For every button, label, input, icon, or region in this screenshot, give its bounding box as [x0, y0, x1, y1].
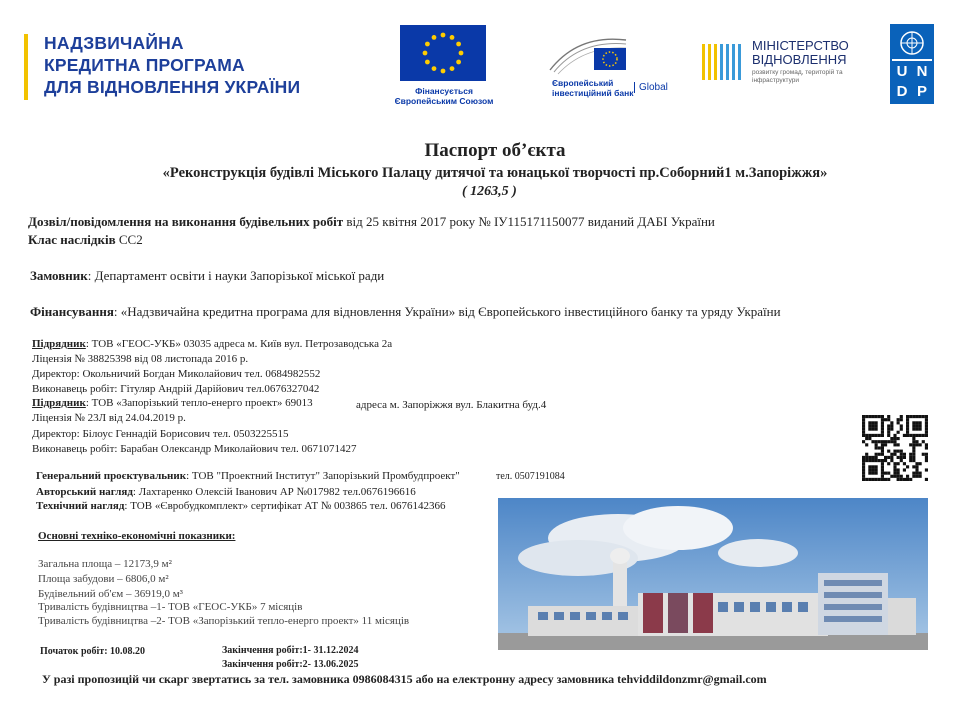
contractor1-executor: Виконавець робіт: Гітуляр Андрій Дарійович тел.0676327042 [32, 383, 320, 395]
eu-star-icon [459, 51, 464, 56]
technical-supervision-line [36, 500, 446, 512]
designer-label: Генеральний проєктувальник [36, 470, 187, 482]
financing-label: Фінансування [30, 304, 114, 319]
eu-star-icon [450, 35, 455, 40]
program-accent-bar [24, 34, 28, 100]
consequence-line [28, 232, 143, 248]
contractor2-line [32, 397, 313, 409]
eu-star-icon [456, 60, 461, 65]
program-line-1: НАДЗВИЧАЙНА [44, 33, 184, 53]
indicators-heading: Основні техніко-економічні показники: [38, 530, 236, 542]
ministry-name-line-1: МІНІСТЕРСТВО [752, 38, 849, 53]
eu-star-icon [441, 69, 446, 74]
eu-star-icon [441, 33, 446, 38]
consequence-value: СС2 [115, 232, 143, 247]
customer-line [30, 268, 384, 284]
eu-star-icon [432, 35, 437, 40]
object-code: ( 1263,5 ) [462, 184, 517, 199]
indicator-duration-1: Тривалість будівництва –1- ТОВ «ГЕОС-УКБ» 7 місяців [38, 601, 303, 613]
consequence-label: Клас наслідків [28, 232, 116, 247]
ministry-subtitle: розвитку громад, територій та інфраструктури [752, 69, 843, 84]
contractor1-license: Ліцензія № 38825398 від 08 листопада 2016 р. [32, 353, 249, 365]
eu-star-icon [425, 60, 430, 65]
indicator-duration-2: Тривалість будівництва –2- ТОВ «Запорізький тепло-енерго проект» 11 місяців [38, 615, 410, 627]
ministry-name-line-2: ВІДНОВЛЕННЯ [752, 52, 847, 67]
eu-flag-icon [400, 25, 486, 81]
page-title: Паспорт об’єкта [424, 140, 566, 161]
start-date: Початок робіт: 10.08.20 [40, 646, 146, 657]
end-date-1: Закінчення робіт:1- 31.12.2024 [222, 645, 359, 656]
indicator-volume: Будівельний об'єм – 36919,0 м³ [38, 588, 183, 600]
eib-caption: Європейський інвестиційний банк [552, 78, 634, 98]
financing-value: : «Надзвичайна кредитна програма для відновлення України» від Європейського інвестиційного банку та уряду України [113, 304, 781, 319]
eu-star-icon [456, 42, 461, 47]
eib-logo-icon [548, 34, 630, 76]
un-emblem-icon [892, 26, 932, 61]
customer-label: Замовник [30, 268, 88, 283]
customer-value: : Департамент освіти і науки Запорізької міської ради [87, 268, 385, 283]
contractor1-line [32, 338, 392, 350]
contractor1-label: Підрядник [32, 338, 86, 350]
end-date-2: Закінчення робіт:2- 13.06.2025 [222, 659, 359, 670]
eu-star-icon [425, 42, 430, 47]
program-line-3: ДЛЯ ВІДНОВЛЕННЯ УКРАЇНИ [44, 77, 301, 97]
undp-letter-n: N [916, 63, 928, 80]
designer-line [36, 470, 460, 482]
eib-global-label: Global [634, 82, 668, 93]
contractor2-director: Директор: Білоус Геннадій Борисович тел. 0503225515 [32, 428, 289, 440]
author-supervision-line [36, 486, 416, 498]
technical-supervision-label: Технічний нагляд [36, 500, 125, 512]
financing-line [30, 304, 781, 320]
technical-supervision-value: : ТОВ «Євробудкомплект» сертифікат АТ № 003865 тел. 0676142366 [124, 500, 446, 512]
undp-letter-p: P [916, 83, 927, 100]
contractor2-label: Підрядник [32, 397, 86, 409]
designer-value: : ТОВ "Проектний Інститут" Запорізький Промбудпроект" [186, 470, 460, 482]
undp-logo [890, 24, 934, 104]
permit-line [28, 214, 715, 230]
qr-code-icon [862, 415, 928, 481]
author-supervision-label: Авторський нагляд [36, 486, 133, 498]
indicator-total-area: Загальна площа – 12173,9 м² [38, 558, 172, 570]
building-rendering-image [498, 498, 928, 650]
contractor1-director: Директор: Окольничий Богдан Миколайович тел. 0684982552 [32, 368, 321, 380]
contractor2-value: : ТОВ «Запорізький тепло-енерго проект» 69013 [85, 397, 313, 409]
permit-value: від 25 квітня 2017 року № ІУ115171150077 виданий ДАБІ України [343, 214, 715, 229]
contact-footer: У разі пропозицій чи скарг звертатись за тел. замовника 0986084315 або на електронну адресу замовника tehviddildonzmr@gmail.com [42, 672, 767, 686]
eu-star-icon [432, 66, 437, 71]
eu-star-icon [450, 66, 455, 71]
contractor2-address: адреса м. Запоріжжя вул. Блакитна буд.4 [356, 399, 547, 411]
ministry-name [752, 39, 849, 67]
eu-caption: Фінансується Європейським Союзом [394, 86, 494, 106]
undp-letter-u: U [896, 63, 908, 80]
contractor2-license: Ліцензія № 23Л від 24.04.2019 р. [32, 412, 186, 424]
contractor1-value: : ТОВ «ГЕОС-УКБ» 03035 адреса м. Київ вул. Петрозаводська 2а [85, 338, 393, 350]
contractor2-executor: Виконавець робіт: Барабан Олександр Миколайович тел. 0671071427 [32, 443, 357, 455]
indicator-built-area: Площа забудови – 6806,0 м² [38, 573, 169, 585]
program-line-2: КРЕДИТНА ПРОГРАМА [44, 55, 245, 75]
eu-star-icon [423, 51, 428, 56]
designer-phone: тел. 0507191084 [496, 471, 565, 482]
ministry-logo-icon [700, 40, 746, 84]
object-name: «Реконструкція будівлі Міського Палацу дитячої та юнацької творчості пр.Соборний1 м.Запоріжжя» [162, 165, 828, 181]
author-supervision-value: : Лахтаренко Олексій Іванович АР №017982 тел.0676196616 [132, 486, 416, 498]
undp-letter-d: D [896, 83, 908, 100]
permit-label: Дозвіл/повідомлення на виконання будівельних робіт [28, 214, 344, 229]
